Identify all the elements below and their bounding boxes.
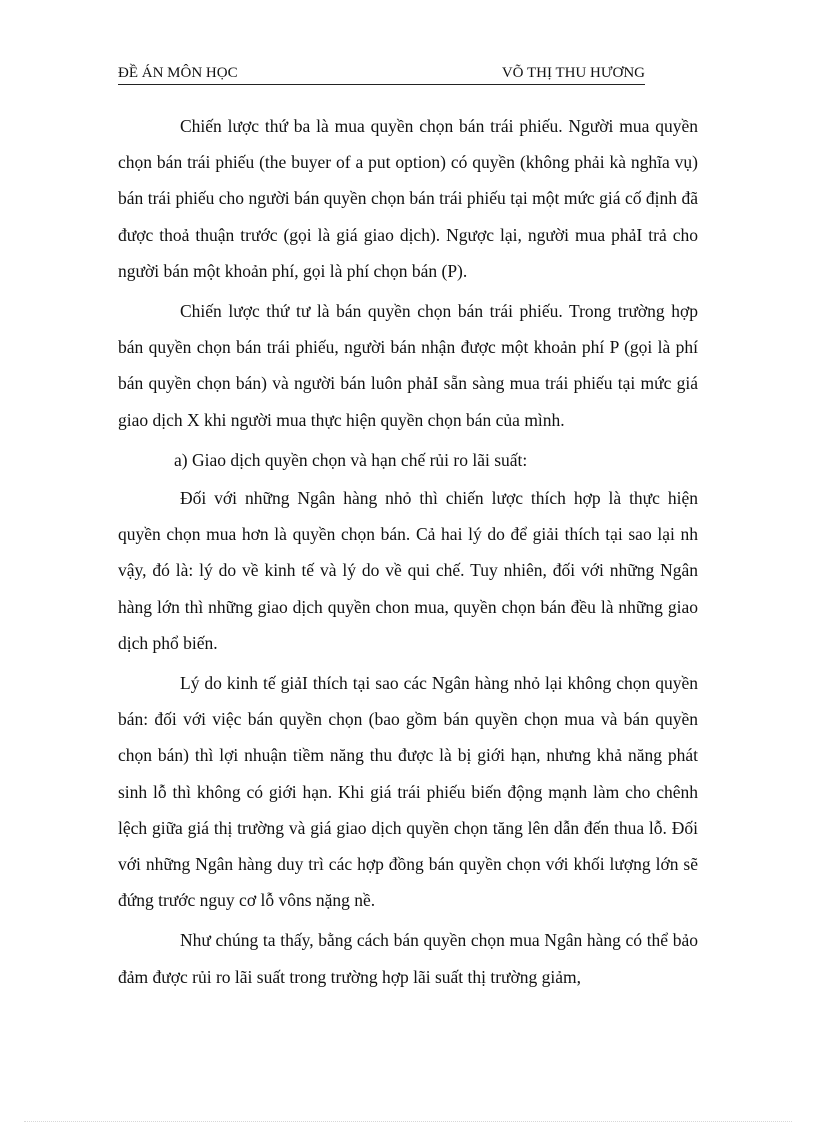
paragraph-small-banks: Đối với những Ngân hàng nhỏ thì chiến lược thích hợp là thực hiện quyền chọn mua hơn là quyền chọn bán. Cả hai lý do để giải thích tại sao lại nh vậy, đó là: lý do về kinh tế và lý do về qui chế. Tuy nhiên, đối với những Ngân hàng lớn thì những giao dịch quyền chon mua, quyền chọn bán đều là những giao dịch phổ biến. [118,488,698,653]
page-bottom-rule [24,1121,792,1122]
paragraph-selling-call: Như chúng ta thấy, bằng cách bán quyền chọn mua Ngân hàng có thể bảo đảm được rủi ro lãi suất trong trường hợp lãi suất thị trường giảm, [118,930,698,987]
section-heading-options-trading: a) Giao dịch quyền chọn và hạn chế rủi ro lãi suất: [174,449,528,470]
header-author-name: VÕ THỊ THU HƯƠNG [501,65,645,81]
page-header [118,62,645,85]
document-body [118,108,698,997]
paragraph-strategy-three: Chiến lược thứ ba là mua quyền chọn bán trái phiếu. Người mua quyền chọn bán trái phiếu (the buyer of a put option) có quyền (không phải kà nghĩa vụ) bán trái phiếu cho người bán quyền chọn bán trái phiếu tại một mức giá cố định đã được thoả thuận trước (gọi là giá giao dịch). Ngược lại, người mua phảI trả cho người bán một khoản phí, gọi là phí chọn bán (P). [118,116,698,281]
paragraph-strategy-four: Chiến lược thứ tư là bán quyền chọn bán trái phiếu. Trong trường hợp bán quyền chọn bán trái phiếu, người bán nhận được một khoản phí P (gọi là phí bán quyền chọn bán) và người bán luôn phảI sẵn sàng mua trái phiếu tại mức giá giao dịch X khi người mua thực hiện quyền chọn bán của mình. [118,301,698,430]
header-course-title: ĐỀ ÁN MÔN HỌC [118,65,238,81]
paragraph-economic-reason: Lý do kinh tế giảI thích tại sao các Ngân hàng nhỏ lại không chọn quyền bán: đối với việc bán quyền chọn (bao gồm bán quyền chọn mua và bán quyền chọn bán) thì lợi nhuận tiềm năng thu được là bị giới hạn, nhưng khả năng phát sinh lỗ thì không có giới hạn. Khi giá trái phiếu biến động mạnh làm cho chênh lệch giữa giá thị trường và giá giao dịch quyền chọn tăng lên dẫn đến thua lỗ. Đối với những Ngân hàng duy trì các hợp đồng bán quyền chọn với khối lượng lớn sẽ đứng trước nguy cơ lỗ vôns nặng nề. [118,673,698,911]
